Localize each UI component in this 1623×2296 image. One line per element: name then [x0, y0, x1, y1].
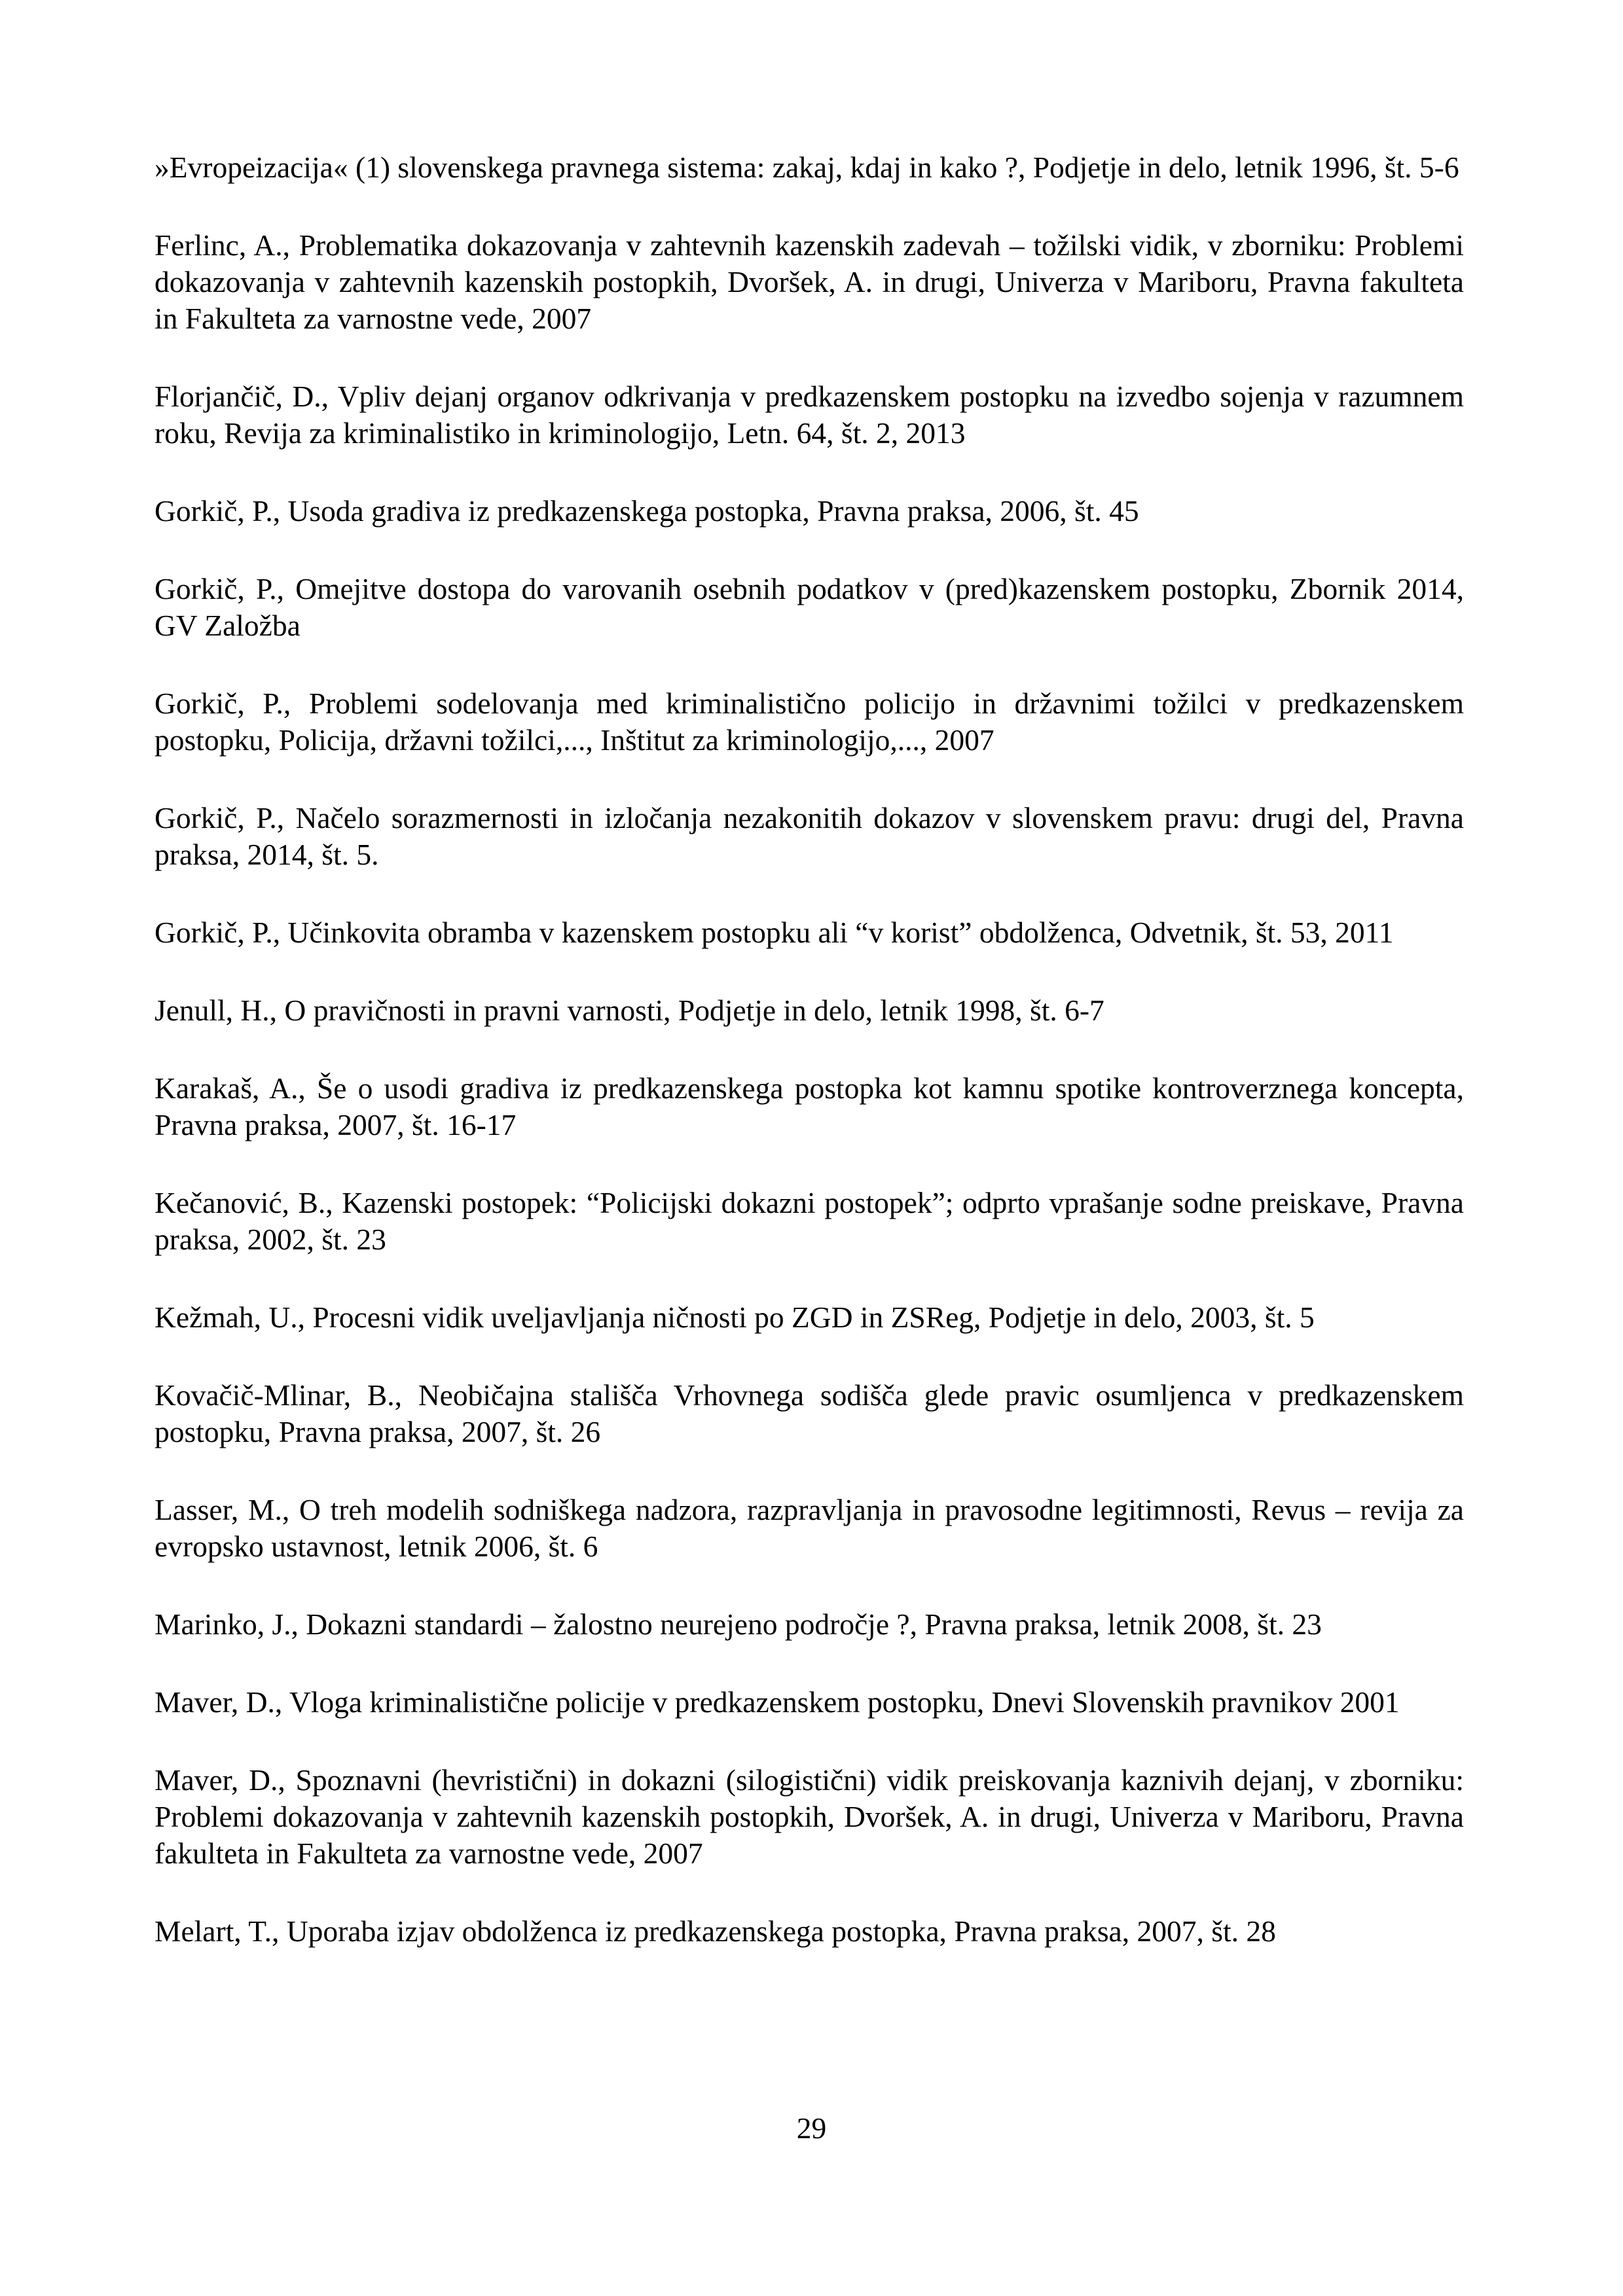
reference-list — [155, 149, 1464, 1991]
reference-entry: Marinko, J., Dokazni standardi – žalostno neurejeno področje ?, Pravna praksa, letnik 2008, št. 23 — [155, 1607, 1322, 1641]
reference-entry: Gorkič, P., Učinkovita obramba v kazenskem postopku ali “v korist” obdolženca, Odvetnik, št. 53, 2011 — [155, 916, 1394, 949]
reference-entry: Maver, D., Spoznavni (hevristični) in dokazni (silogistični) vidik preiskovanja kaznivih dejanj, v zborniku: Problemi dokazovanja v zahtevnih kazenskih postopkih, Dvoršek, A. in drugi, Univerza v Mariboru, Pravna fakulteta in Fakulteta za varnostne vede, 2007 — [155, 1763, 1464, 1870]
reference-entry: Lasser, M., O treh modelih sodniškega nadzora, razpravljanja in pravosodne legitimnosti, Revus – revija za evropsko ustavnost, letnik 2006, št. 6 — [155, 1493, 1464, 1563]
reference-entry: Maver, D., Vloga kriminalistične policije v predkazenskem postopku, Dnevi Slovenskih pravnikov 2001 — [155, 1685, 1400, 1719]
reference-entry: Melart, T., Uporaba izjav obdolženca iz predkazenskega postopka, Pravna praksa, 2007, št. 28 — [155, 1914, 1276, 1948]
reference-entry: Gorkič, P., Usoda gradiva iz predkazenskega postopka, Pravna praksa, 2006, št. 45 — [155, 494, 1139, 528]
reference-entry: »Evropeizacija« (1) slovenskega pravnega sistema: zakaj, kdaj in kako ?, Podjetje in delo, letnik 1996, št. 5-6 — [155, 151, 1459, 184]
reference-entry: Kovačič-Mlinar, B., Neobičajna stališča Vrhovnega sodišča glede pravic osumljenca v predkazenskem postopku, Pravna praksa, 2007, št. 26 — [155, 1378, 1464, 1448]
page-number: 29 — [796, 2111, 827, 2145]
reference-entry: Ferlinc, A., Problematika dokazovanja v zahtevnih kazenskih zadevah – tožilski vidik, v zborniku: Problemi dokazovanja v zahtevnih kazenskih postopkih, Dvoršek, A. in drugi, Univerza v Mariboru, Pravna fakulteta in Fakulteta za varnostne vede, 2007 — [155, 228, 1464, 335]
reference-entry: Gorkič, P., Problemi sodelovanja med kriminalistično policijo in državnimi tožilci v predkazenskem postopku, Policija, državni tožilci,..., Inštitut za kriminologijo,..., 2007 — [155, 687, 1464, 757]
reference-entry: Gorkič, P., Načelo sorazmernosti in izločanja nezakonitih dokazov v slovenskem pravu: drugi del, Pravna praksa, 2014, št. 5. — [155, 801, 1464, 871]
reference-entry: Jenull, H., O pravičnosti in pravni varnosti, Podjetje in delo, letnik 1998, št. 6-7 — [155, 994, 1104, 1027]
reference-entry: Kežmah, U., Procesni vidik uveljavljanja ničnosti po ZGD in ZSReg, Podjetje in delo, 2003, št. 5 — [155, 1300, 1315, 1334]
reference-entry: Florjančič, D., Vpliv dejanj organov odkrivanja v predkazenskem postopku na izvedbo sojenja v razumnem roku, Revija za kriminalistiko in kriminologijo, Letn. 64, št. 2, 2013 — [155, 380, 1464, 450]
reference-entry: Karakaš, A., Še o usodi gradiva iz predkazenskega postopka kot kamnu spotike kontroverznega koncepta, Pravna praksa, 2007, št. 16-17 — [155, 1071, 1464, 1141]
reference-entry: Gorkič, P., Omejitve dostopa do varovanih osebnih podatkov v (pred)kazenskem postopku, Zbornik 2014, GV Založba — [155, 572, 1464, 642]
reference-entry: Kečanović, B., Kazenski postopek: “Policijski dokazni postopek”; odprto vprašanje sodne preiskave, Pravna praksa, 2002, št. 23 — [155, 1186, 1464, 1256]
